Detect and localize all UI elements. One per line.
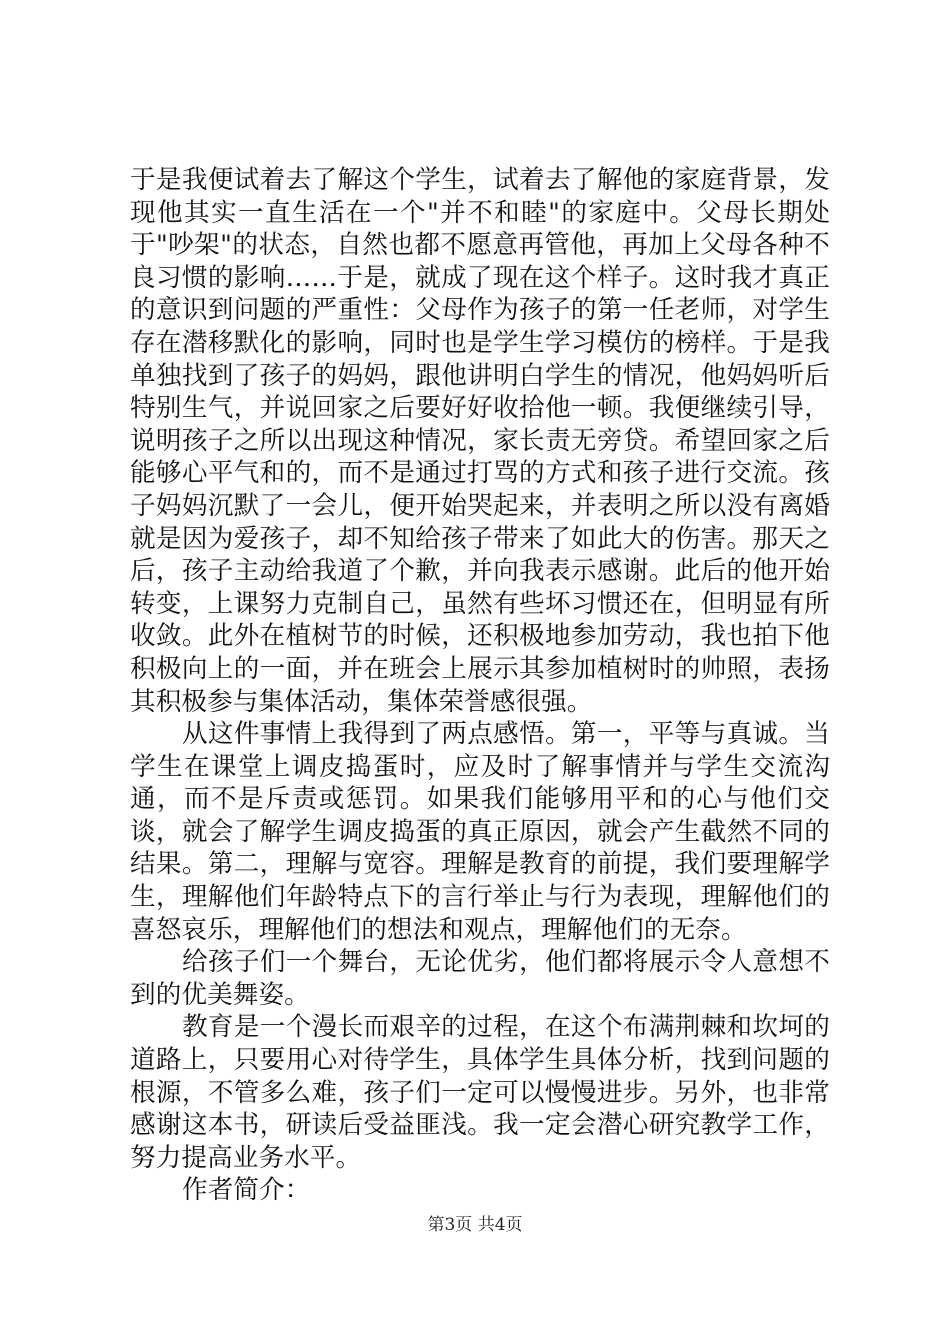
paragraph-family-background: 于是我便试着去了解这个学生，试着去了解他的家庭背景，发现他其实一直生活在一个"并不和睦"的家庭中。父母长期处于"吵架"的状态，自然也都不愿意再管他，再加上父母各种不良习惯的影响……于是，就成了现在这个样子。这时我才真正的意识到问题的严重性：父母作为孩子的第一任老师，对学生存在潜移默化的影响，同时也是学生学习模仿的榜样。于是我单独找到了孩子的妈妈，跟他讲明白学生的情况，他妈妈听后特别生气，并说回家之后要好好收拾他一顿。我便继续引导，说明孩子之所以出现这种情况，家长责无旁贷。希望回家之后能够心平气和的，而不是通过打骂的方式和孩子进行交流。孩子妈妈沉默了一会儿，便开始哭起来，并表明之所以没有离婚就是因为爱孩子，却不知给孩子带来了如此大的伤害。那天之后，孩子主动给我道了个歉，并向我表示感谢。此后的他开始转变，上课努力克制自己，虽然有些坏习惯还在，但明显有所收敛。此外在植树节的时候，还积极地参加劳动，我也拍下他积极向上的一面，并在班会上展示其参加植树时的帅照，表扬其积极参与集体活动，集体荣誉感很强。 bbox=[130, 165, 830, 717]
page-number-footer: 第3页 共4页 bbox=[427, 1215, 523, 1235]
document-body bbox=[130, 164, 830, 1207]
paragraph-give-stage: 给孩子们一个舞台，无论优劣，他们都将展示令人意想不到的优美舞姿。 bbox=[130, 947, 830, 1010]
paragraph-two-insights: 从这件事情上我得到了两点感悟。第一，平等与真诚。当学生在课堂上调皮捣蛋时，应及时了解事情并与学生交流沟通，而不是斥责或惩罚。如果我们能够用平和的心与他们交谈，就会了解学生调皮捣蛋的真正原因，就会产生截然不同的结果。第二，理解与宽容。理解是教育的前提，我们要理解学生，理解他们年龄特点下的言行举止与行为表现，理解他们的喜怒哀乐，理解他们的想法和观点，理解他们的无奈。 bbox=[130, 719, 830, 945]
paragraph-education-process: 教育是一个漫长而艰辛的过程，在这个布满荆棘和坎坷的道路上，只要用心对待学生，具体学生具体分析，找到问题的根源，不管多么难，孩子们一定可以慢慢进步。另外，也非常感谢这本书，研读后受益匪浅。我一定会潜心研究教学工作，努力提高业务水平。 bbox=[130, 1012, 830, 1173]
paragraph-author-intro: 作者简介： bbox=[182, 1175, 311, 1206]
